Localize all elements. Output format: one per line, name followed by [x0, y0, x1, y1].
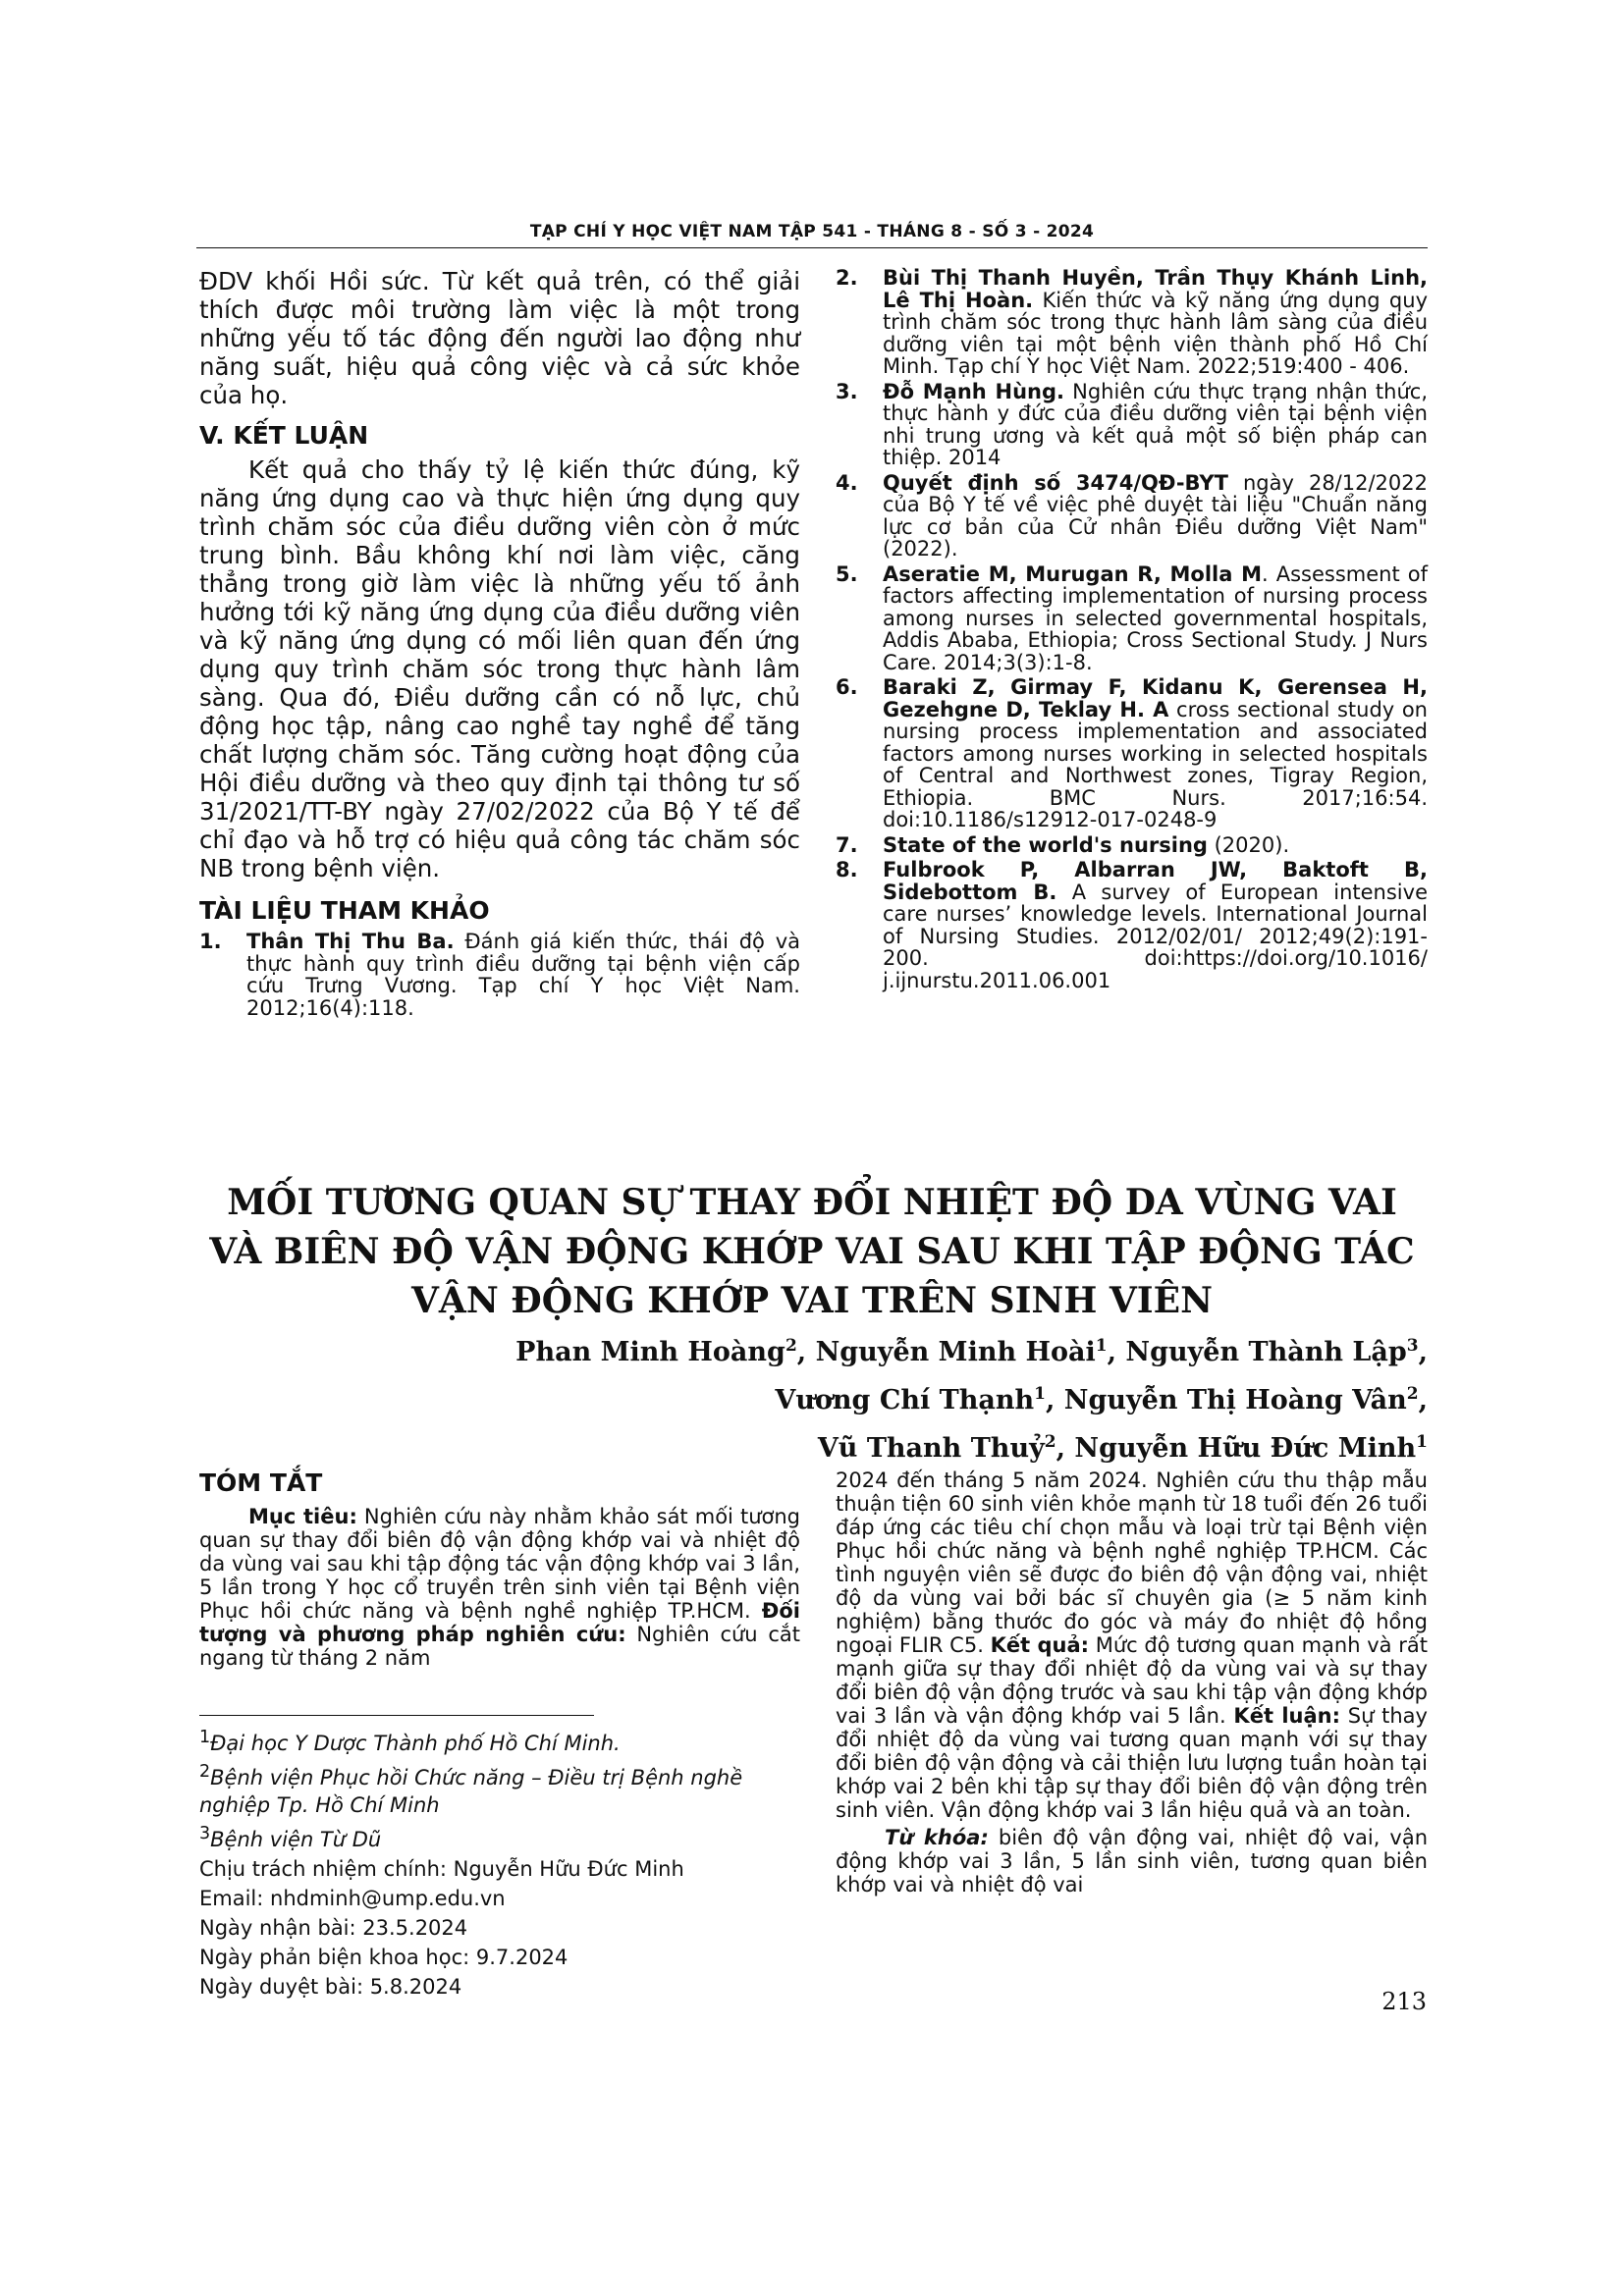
reference-list-right: [836, 267, 1428, 991]
author-line: Vũ Thanh Thuỷ$^2$, Nguyễn Hữu Đức Minh$^1$: [817, 1432, 1428, 1464]
abstract-right: [836, 1468, 1428, 1896]
reference-item: 7. State of the world's nursing (2020).: [836, 832, 1290, 857]
intro-paragraph: ĐDV khối Hồi sức. Từ kết quả trên, có thể giải thích được môi trường làm việc là một trong những yếu tố tác động đến người lao động như năng suất, hiệu quả công việc và cả sức khỏe của họ.: [199, 267, 800, 409]
corresponding-author: Chịu trách nhiệm chính: Nguyễn Hữu Đức Minh: [199, 1857, 684, 1881]
reference-item: 5. Aseratie M, Murugan R, Molla M. Assessment of factors affecting implementation of nursing process among nurses in selected governmental hospitals, Addis Ababa, Ethiopia; Cross Sectional Study. J Nurs Care. 2014;3(3):1-8.: [836, 561, 1428, 674]
author-name: Nguyễn Minh Hoài: [815, 1337, 1096, 1367]
abstract-left: [199, 1468, 800, 1670]
footnotes: [199, 1723, 800, 2002]
author-list: [348, 1325, 1428, 1469]
affiliation-mark: 3: [1406, 1336, 1419, 1356]
article-title: [196, 1178, 1428, 1325]
affiliation-footnote: $^1$Đại học Y Dược Thành phố Hồ Chí Minh.: [199, 1728, 621, 1755]
results-label: Kết quả:: [990, 1633, 1090, 1657]
methods-label: Đối tượng và phương pháp nghiên cứu:: [199, 1599, 800, 1646]
author-name: Vũ Thanh Thuỷ: [817, 1433, 1045, 1464]
affiliation-mark: 1: [1095, 1336, 1108, 1356]
keywords-paragraph: Từ khóa: biên độ vận động vai, nhiệt độ vai, vận động khớp vai 3 lần, 5 lần sinh viên, tương quan biên khớp vai và nhiệt độ vai: [836, 1826, 1429, 1896]
accepted-date: Ngày duyệt bài: 5.8.2024: [199, 1975, 462, 1999]
running-header: TẠP CHÍ Y HỌC VIỆT NAM TẬP 541 - THÁNG 8 - SỐ 3 - 2024: [529, 222, 1095, 241]
reference-item: 4. Quyết định số 3474/QĐ-BYT ngày 28/12/2022 của Bộ Y tế về việc phê duyệt tài liệu "Chuẩn năng lực cơ bản của Cử nhân Điều dưỡng Việt Nam" (2022).: [836, 470, 1428, 561]
conclusion-paragraph: Kết quả cho thấy tỷ lệ kiến thức đúng, kỹ năng ứng dụng cao và thực hiện ứng dụng quy trình chăm sóc của điều dưỡng viên còn ở mức trung bình. Bầu không khí nơi làm việc, căng thẳng trong giờ làm việc là những yếu tố ảnh hưởng tới kỹ năng ứng dụng của điều dưỡng viên và kỹ năng ứng dụng có mối liên quan đến ứng dụng quy trình chăm sóc trong thực hành lâm sàng. Qua đó, Điều dưỡng cần có nỗ lực, chủ động học tập, nâng cao nghề tay nghề để tăng chất lượng chăm sóc. Tăng cường hoạt động của Hội điều dưỡng và theo quy định tại thông tư số 31/2021/TT-BY ngày 27/02/2022 của Bộ Y tế để chỉ đạo và hỗ trợ có hiệu quả công tác chăm sóc NB trong bệnh viện.: [199, 455, 800, 882]
keywords-label: Từ khóa:: [885, 1826, 989, 1849]
review-date: Ngày phản biện khoa học: 9.7.2024: [199, 1946, 568, 1969]
author-name: Nguyễn Hữu Đức Minh: [1074, 1433, 1417, 1464]
abstract-paragraph: Mục tiêu: Nghiên cứu này nhằm khảo sát mối tương quan sự thay đổi biên độ vận động khớp vai và nhiệt độ da vùng vai sau khi tập động tác vận động khớp vai 3 lần, 5 lần trong Y học cổ truyền trên sinh viên tại Bệnh viện Phục hồi chức năng và bệnh nghề nghiệp TP.HCM. Đối tượng và phương pháp nghiên cứu: Nghiên cứu cắt ngang từ tháng 2 năm: [199, 1505, 800, 1670]
reference-item: 2. Bùi Thị Thanh Huyền, Trần Thụy Khánh Linh, Lê Thị Hoàn. Kiến thức và kỹ năng ứng dụng quy trình chăm sóc trong thực hành lâm sàng của điều dưỡng viên tại một bệnh viện thành phố Hồ Chí Minh. Tạp chí Y học Việt Nam. 2022;519:400 - 406.: [836, 266, 1429, 378]
reference-item: 8. Fulbrook P, Albarran JW, Baktoft B, Sidebottom B. A survey of European intensive care nurses’ knowledge levels. International Journal of Nursing Studies. 2012/02/01/ 2012;49(2):191-200. doi:https://doi.org/10.1016/ j.ijnurstu.2011.06.001: [836, 858, 1428, 992]
references-heading: TÀI LIỆU THAM KHẢO: [199, 896, 490, 925]
author-name: Vương Chí Thạnh: [775, 1385, 1035, 1415]
received-date: Ngày nhận bài: 23.5.2024: [199, 1916, 468, 1940]
title-line: MỐI TƯƠNG QUAN SỰ THAY ĐỔI NHIỆT ĐỘ DA VÙNG VAI: [227, 1182, 1397, 1223]
footnote-rule: [199, 1715, 594, 1716]
affiliation-footnote: $^2$Bệnh viện Phục hồi Chức năng – Điều trị Bệnh nghề nghiệp Tp. Hồ Chí Minh: [199, 1762, 743, 1817]
affiliation-footnote: $^3$Bệnh viện Từ Dũ: [199, 1824, 382, 1851]
conclusion-label: Kết luận:: [1233, 1704, 1341, 1728]
affiliation-mark: 1: [1416, 1432, 1428, 1452]
header-rule: [196, 247, 1428, 248]
page-number: 213: [1381, 1988, 1427, 2015]
left-column: [199, 267, 800, 1022]
author-line: Phan Minh Hoàng$^2$, Nguyễn Minh Hoài$^1$, Nguyễn Thành Lập$^3$,: [515, 1336, 1428, 1367]
reference-list-left: [199, 931, 800, 1019]
aim-label: Mục tiêu:: [248, 1505, 357, 1528]
abstract-heading: TÓM TẮT: [199, 1468, 323, 1497]
author-name: Nguyễn Thị Hoàng Vân: [1063, 1385, 1407, 1415]
abstract-paragraph: 2024 đến tháng 5 năm 2024. Nghiên cứu thu thập mẫu thuận tiện 60 sinh viên khỏe mạnh từ 18 tuổi đến 26 tuổi đáp ứng các tiêu chí chọn mẫu và loại trừ tại Bệnh viện Phục hồi chức năng và bệnh nghề nghiệp TP.HCM. Các tình nguyện viên sẽ được đo biên độ vận động vai, nhiệt độ da vùng vai bởi bác sĩ chuyên gia (≥ 5 năm kinh nghiệm) bằng thước đo góc và máy đo nhiệt độ hồng ngoại FLIR C5. Kết quả: Mức độ tương quan mạnh và rất mạnh giữa sự thay đổi nhiệt độ da vùng vai và sự thay đổi biên độ vận động trước và sau khi tập vận động khớp vai 3 lần và vận động khớp vai 5 lần. Kết luận: Sự thay đổi nhiệt độ da vùng vai tương quan mạnh với sự thay đổi biên độ vận động và cải thiện lưu lượng tuần hoàn tại khớp vai 2 bên khi tập sự thay đổi biên độ vận động trên sinh viên. Vận động khớp vai 3 lần hiệu quả và an toàn.: [836, 1468, 1428, 1822]
title-line: VẬN ĐỘNG KHỚP VAI TRÊN SINH VIÊN: [410, 1280, 1213, 1321]
affiliation-mark: 2: [1406, 1384, 1419, 1404]
affiliation-mark: 1: [1034, 1384, 1046, 1404]
right-column: [836, 267, 1428, 994]
author-name: Phan Minh Hoàng: [515, 1337, 785, 1367]
reference-item: 3. Đỗ Mạnh Hùng. Nghiên cứu thực trạng nhận thức, thực hành y đức của điều dưỡng viên tại bệnh viện nhi trung ương và kết quả một số biện pháp can thiệp. 2014: [836, 379, 1428, 469]
reference-item: 6. Baraki Z, Girmay F, Kidanu K, Gerensea H, Gezehgne D, Teklay H. A cross sectional study on nursing process implementation and associated factors among nurses working in selected hospitals of Central and Northwest zones, Tigray Region, Ethiopia. BMC Nurs. 2017;16:54. doi:10.1186/s12912-017-0248-9: [836, 675, 1428, 831]
author-name: Nguyễn Thành Lập: [1125, 1337, 1407, 1367]
email: Email: nhdminh@ump.edu.vn: [199, 1887, 506, 1910]
conclusion-heading: V. KẾT LUẬN: [199, 421, 369, 450]
reference-item: 1. Thân Thị Thu Ba. Đánh giá kiến thức, thái độ và thực hành quy trình điều dưỡng tại bệnh viện cấp cứu Trưng Vương. Tạp chí Y học Việt Nam. 2012;16(4):118.: [199, 930, 800, 1020]
affiliation-mark: 2: [785, 1336, 797, 1356]
title-line: VÀ BIÊN ĐỘ VẬN ĐỘNG KHỚP VAI SAU KHI TẬP ĐỘNG TÁC: [209, 1231, 1415, 1272]
author-line: Vương Chí Thạnh$^1$, Nguyễn Thị Hoàng Vân$^2$,: [775, 1384, 1428, 1415]
affiliation-mark: 2: [1044, 1432, 1056, 1452]
